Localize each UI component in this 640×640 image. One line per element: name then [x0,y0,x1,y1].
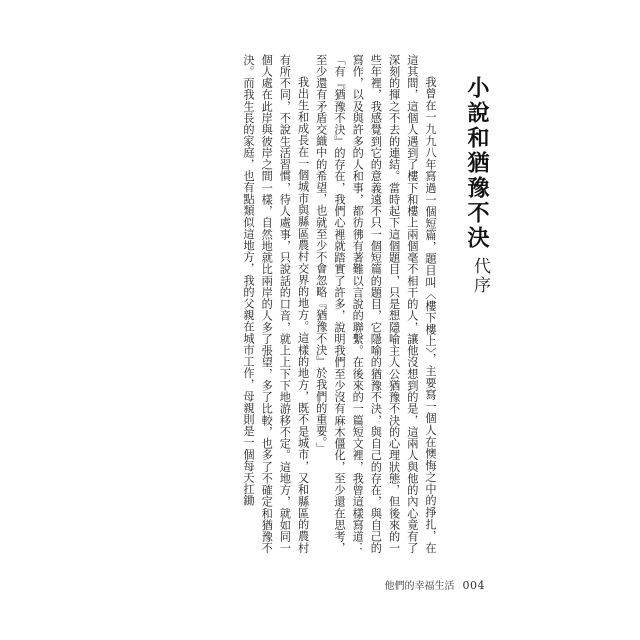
preface-kicker: 代序 [470,257,490,295]
title-block [462,50,493,295]
page-number: 004 [462,579,485,592]
running-book-title: 他們的幸福生活 [384,581,455,592]
chapter-title: 小說和猶豫不決 [464,76,490,251]
page-footer [385,577,486,592]
paragraph-2: 我出生和成長在一個城市與縣區農村交界的地方。這樣的地方，既不是城市，又和縣區的農村有所不同，不說生活習慣，待人處事，只說話的口音，就上上下下地游移不定。這地方，就如同一個人處在此岸與彼岸之間一樣，自然地就比兩岸的人多了張望，多了比較，也多了不確定和猶豫不決。而我生長的家庭，也有點類似這地方，我的父親在城市工作，母親則是一個每天扛鋤 [241,54,310,554]
book-page [150,44,495,594]
body-text [239,54,439,554]
paragraph-1: 我曾在一九九八年寫過一個短篇，題目叫〈樓下樓上〉，主要寫一個人在懊悔之中的掙扎，在這其間，這個人遇到了樓下和樓上兩個毫不相干的人，讓他沒想到的是，這兩人與他的內心竟有了深刻的揮之不去的連結。當時起下這個題目，只是想隱喻主人公猶豫不決的心理狀態，但後來的一些年裡，我感覺到它的意義遠不只一個短篇的題目，它隱喻的猶豫不決，與自己的存在，與自己的寫作，以及與許多的人和事，都彷彿有著難以言說的聯繫。在後來的一篇短文裡，我曾這樣寫道：「有『猶豫不決』的存在，我們心裡就踏實了許多，說明我們至少沒有麻木僵化，至少還在思考，至少還有矛盾交織中的希望，也就至少不會忽略『猶豫不決』於我們的重要。」 [314,54,437,554]
